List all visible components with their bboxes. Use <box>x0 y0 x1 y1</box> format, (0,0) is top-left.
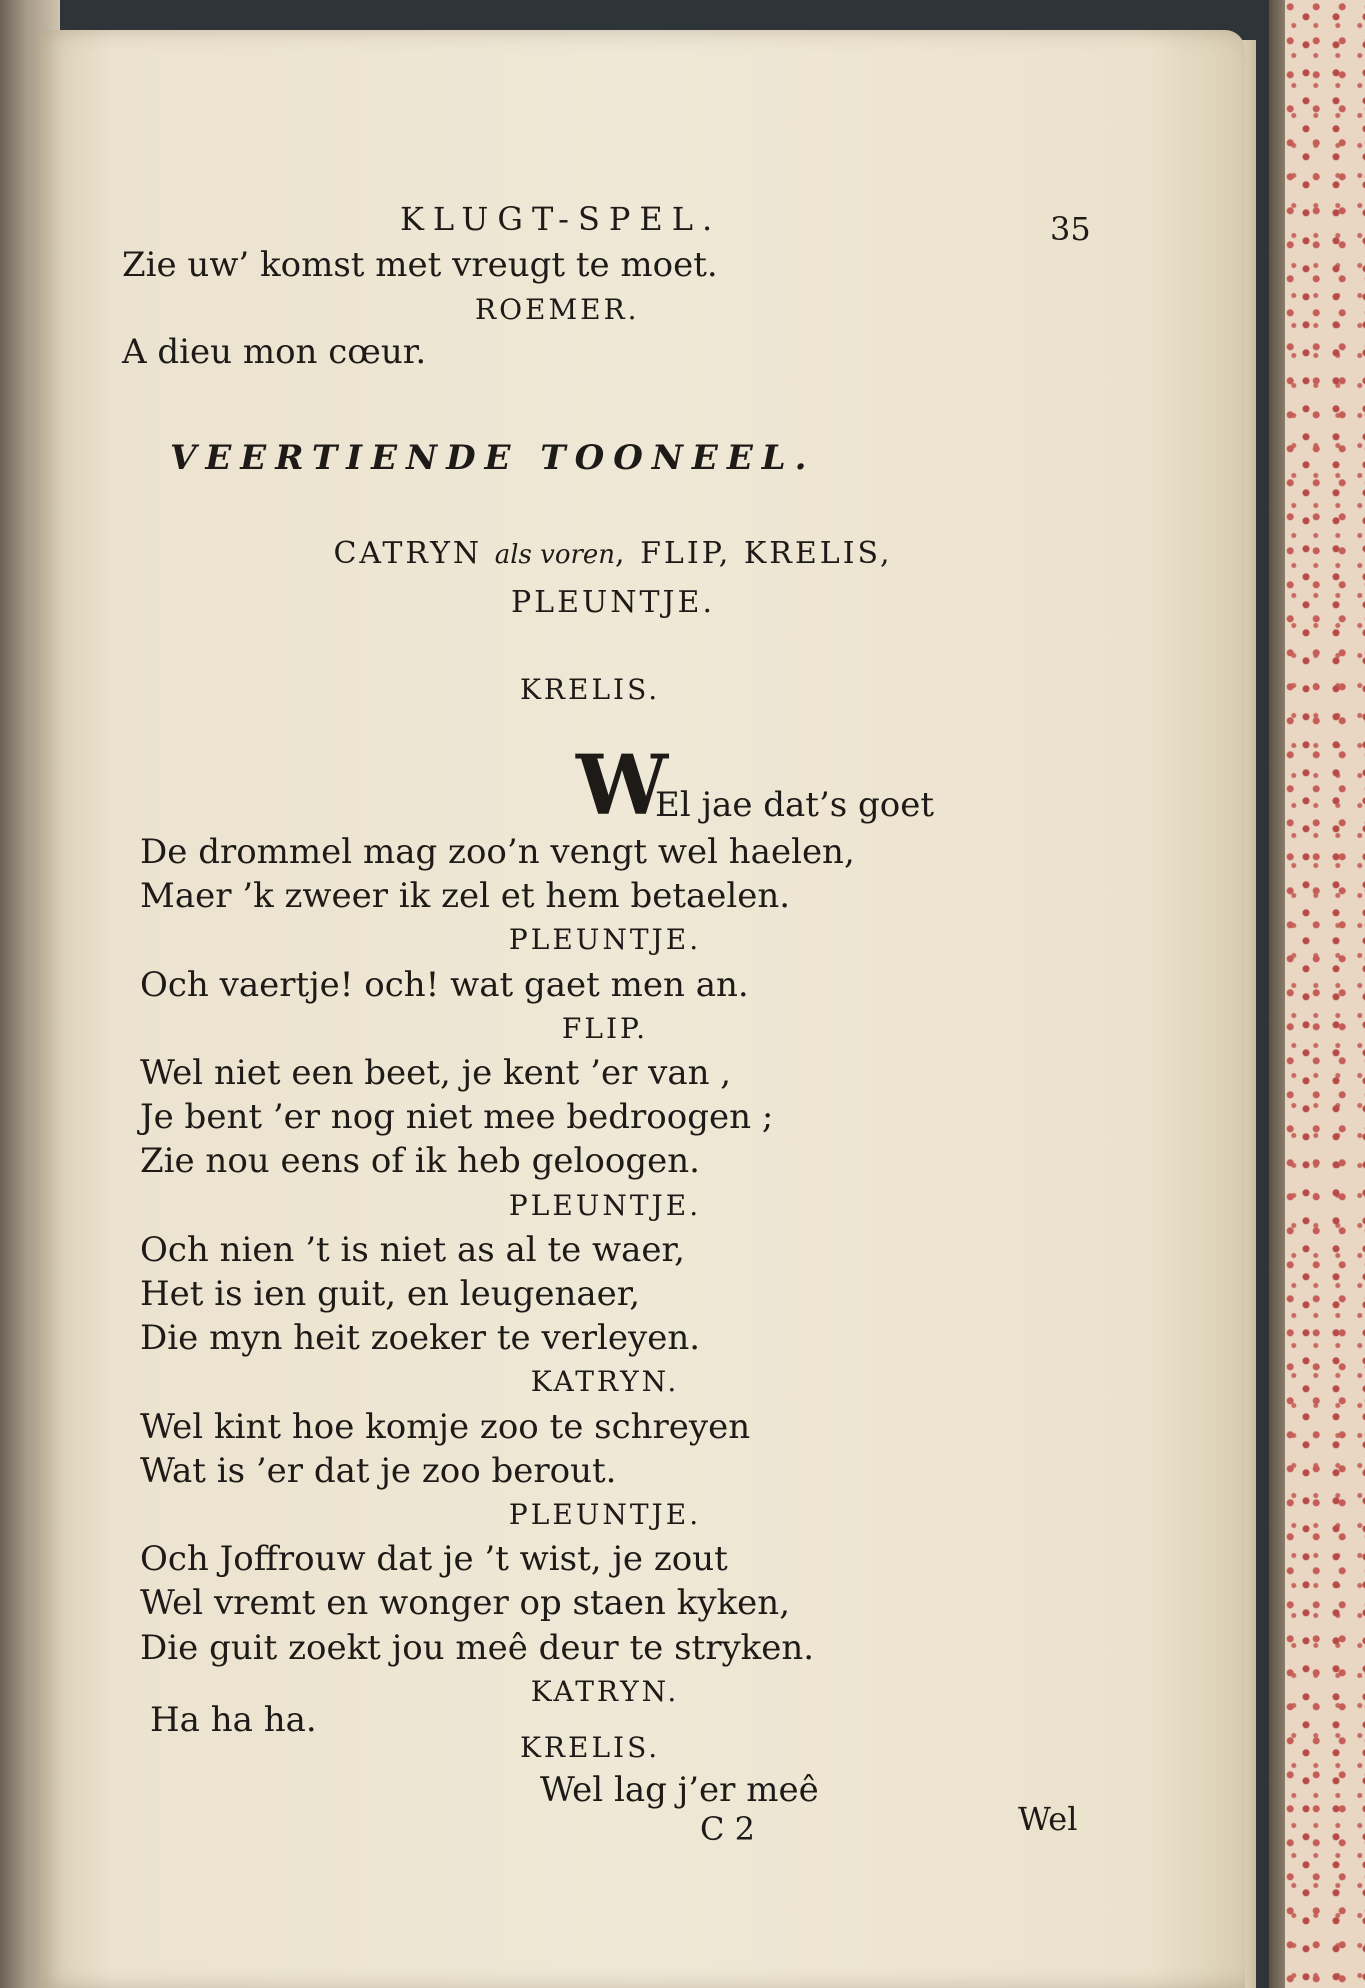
speaker-name: KRELIS. <box>520 1731 661 1764</box>
speaker-name: KATRYN. <box>530 1365 680 1399</box>
page-number: 35 <box>1050 210 1091 248</box>
verse-line: A dieu mon cœur. <box>122 332 427 372</box>
verse-line: Wel niet een beet, je kent ’er van , <box>140 1053 732 1093</box>
signature-mark: C 2 <box>700 1810 756 1848</box>
catchword: Wel <box>1018 1800 1078 1838</box>
speaker-name: PLEUNTJE. <box>508 923 702 957</box>
speaker-name: FLIP. <box>561 1011 649 1045</box>
speaker-name: KATRYN. <box>530 1674 680 1708</box>
verse-line: Wat is ’er dat je zoo berout. <box>140 1450 617 1491</box>
cast-list <box>228 530 998 627</box>
running-head: KLUGT-SPEL. <box>400 200 722 238</box>
verse-line: El jae dat’s goet <box>655 785 935 825</box>
verse-line: Je bent ’er nog niet mee bedroogen ; <box>140 1097 774 1138</box>
verse-line: Wel kint hoe komje zoo te schreyen <box>140 1406 751 1447</box>
verse-line: Die myn heit zoeker te verleyen. <box>140 1318 701 1359</box>
speaker-name: KRELIS. <box>520 673 661 706</box>
verse-line: Ha ha ha. <box>150 1700 317 1740</box>
verse-line: Zie uw’ komst met vreugt te moet. <box>122 245 718 285</box>
speaker-name: ROEMER. <box>475 293 640 326</box>
verse-line: Wel lag j’er meê <box>540 1770 819 1810</box>
verse-line: De drommel mag zoo’n vengt wel haelen, <box>140 832 855 872</box>
verse-line: Maer ’k zweer ik zel et hem betaelen. <box>140 876 791 917</box>
drop-cap: W <box>576 738 669 834</box>
cast-line-1 <box>228 530 998 579</box>
verse-line: Wel vremt en wonger op staen kyken, <box>140 1583 791 1624</box>
verse-line: Och nien ’t is niet as al te waer, <box>140 1229 685 1270</box>
speaker-name: PLEUNTJE. <box>508 1188 702 1222</box>
cast-names: , FLIP, KRELIS, <box>615 536 893 571</box>
verse-line: Die guit zoekt jou meê deur te stryken. <box>140 1627 815 1668</box>
cast-line-2: PLEUNTJE. <box>510 585 715 620</box>
scene-title: VEERTIENDE TOONEEL. <box>170 438 816 478</box>
cast-name: CATRYN <box>333 536 483 571</box>
verse-line: Och vaertje! och! wat gaet men an. <box>140 964 749 1005</box>
cast-note: als voren <box>494 540 616 570</box>
verse-line: Och Joffrouw dat je ’t wist, je zout <box>140 1539 728 1580</box>
speaker-name: PLEUNTJE. <box>508 1498 702 1531</box>
verse-line: Het is ien guit, en leugenaer, <box>140 1274 641 1314</box>
verse-line: Zie nou eens of ik heb geloogen. <box>140 1141 700 1182</box>
